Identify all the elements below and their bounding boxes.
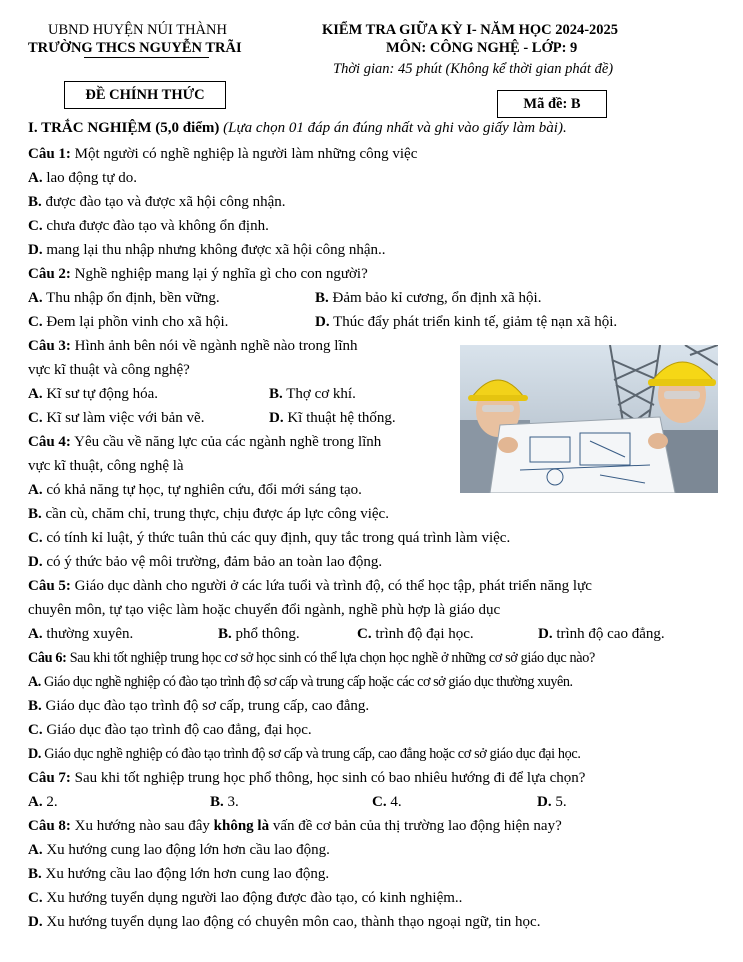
q3-b-label: B. xyxy=(269,386,283,402)
section-title: I. TRẮC NGHIỆM (5,0 điểm) xyxy=(28,120,220,136)
q8-a-text: Xu hướng cung lao động lớn hơn cầu lao động. xyxy=(42,842,330,858)
q5-text2: chuyên môn, tự tạo việc làm hoặc chuyển đổi ngành, nghề phù hợp là giáo dục xyxy=(28,602,501,618)
q6-c-label: C. xyxy=(28,722,43,738)
q2-b-label: B. xyxy=(315,290,329,306)
q8-text-post: vấn đề cơ bản của thị trường lao động hiện nay? xyxy=(269,818,562,834)
q1-num: Câu 1: xyxy=(28,146,71,162)
q8-option-c xyxy=(28,888,462,908)
q7-d-text: 5. xyxy=(551,794,567,810)
header-right-line1: KIỂM TRA GIỮA KỲ I- NĂM HỌC 2024-2025 xyxy=(322,22,619,38)
q3-option-a xyxy=(28,384,158,404)
q2-a-label: A. xyxy=(28,290,43,306)
q1-a-label: A. xyxy=(28,170,43,186)
q1-option-a xyxy=(28,168,137,188)
q7-b-label: B. xyxy=(210,794,224,810)
q6-d-text: Giáo dục nghề nghiệp có đào tạo trình độ sơ cấp và trung cấp, cao đẳng hoặc cơ sở giáo dục đại học. xyxy=(41,746,581,762)
q6-a-text: Giáo dục nghề nghiệp có đào tạo trình độ sơ cấp và trung cấp hoặc các cơ sở giáo dục thường xuyên. xyxy=(40,674,573,690)
q8-option-b xyxy=(28,864,329,884)
q3-c-label: C. xyxy=(28,410,43,426)
q7-c-text: 4. xyxy=(386,794,402,810)
q1-c-text: chưa được đào tạo và không ổn định. xyxy=(42,218,269,234)
q7-option-c xyxy=(372,792,402,812)
q5-b-label: B. xyxy=(218,626,232,642)
q8-option-a xyxy=(28,840,330,860)
q6-text: Sau khi tốt nghiệp trung học cơ sở học sinh có thể lựa chọn học nghề ở những cơ sở giáo dục nào? xyxy=(66,650,595,666)
q4-b-label: B. xyxy=(28,506,42,522)
q8-option-d xyxy=(28,912,540,932)
q5-option-c xyxy=(357,624,474,644)
q6-option-c xyxy=(28,720,312,740)
q6-stem xyxy=(28,648,595,668)
q8-text-bold: không là xyxy=(213,818,270,834)
q6-c-text: Giáo dục đào tạo trình độ cao đẳng, đại học. xyxy=(42,722,312,738)
engineers-illustration-svg xyxy=(460,345,718,493)
q1-option-c xyxy=(28,216,269,236)
q6-option-a xyxy=(28,672,573,692)
q4-text1: Yêu cầu về năng lực của các ngành nghề trong lĩnh xyxy=(70,434,382,450)
q3-option-d xyxy=(269,408,396,428)
q7-option-d xyxy=(537,792,567,812)
q4-d-text: có ý thức bảo vệ môi trường, đảm bảo an toàn lao động. xyxy=(42,554,383,570)
q5-d-label: D. xyxy=(538,626,553,642)
q2-c-label: C. xyxy=(28,314,43,330)
q2-option-a xyxy=(28,288,220,308)
q4-d-label: D. xyxy=(28,554,43,570)
q7-a-label: A. xyxy=(28,794,43,810)
engineers-illustration xyxy=(460,345,718,493)
section-instruction: (Lựa chọn 01 đáp án đúng nhất và ghi vào giấy làm bài). xyxy=(219,120,567,136)
q5-c-label: C. xyxy=(357,626,372,642)
q3-option-c xyxy=(28,408,204,428)
q2-option-c xyxy=(28,312,228,332)
q5-option-a xyxy=(28,624,133,644)
q5-a-text: thường xuyên. xyxy=(42,626,134,642)
q4-text2: vực kĩ thuật, công nghệ là xyxy=(28,458,184,474)
q4-b-text: cần cù, chăm chỉ, trung thực, chịu được áp lực công việc. xyxy=(41,506,389,522)
q5-option-d xyxy=(538,624,665,644)
q1-c-label: C. xyxy=(28,218,43,234)
q8-text-pre: Xu hướng nào sau đây xyxy=(70,818,214,834)
q1-option-d xyxy=(28,240,385,260)
q5-b-text: phổ thông. xyxy=(231,626,300,642)
q2-d-text: Thúc đẩy phát triển kinh tế, giảm tệ nạn xã hội. xyxy=(329,314,618,330)
q5-d-text: trình độ cao đẳng. xyxy=(552,626,665,642)
q5-num: Câu 5: xyxy=(28,578,71,594)
q1-stem xyxy=(28,144,417,164)
q8-num: Câu 8: xyxy=(28,818,71,834)
q7-a-text: 2. xyxy=(42,794,58,810)
q6-b-text: Giáo dục đào tạo trình độ sơ cấp, trung cấp, cao đẳng. xyxy=(41,698,370,714)
q3-num: Câu 3: xyxy=(28,338,71,354)
q1-option-b xyxy=(28,192,286,212)
q4-c-label: C. xyxy=(28,530,43,546)
q4-option-a xyxy=(28,480,362,500)
q3-text2: vực kĩ thuật và công nghệ? xyxy=(28,362,190,378)
q6-a-label: A. xyxy=(28,674,41,690)
q8-c-label: C. xyxy=(28,890,43,906)
q2-c-text: Đem lại phồn vinh cho xã hội. xyxy=(42,314,229,330)
q4-option-c xyxy=(28,528,510,548)
header-left-line2: TRƯỜNG THCS NGUYỄN TRÃI xyxy=(28,40,242,56)
q5-text1: Giáo dục dành cho người ở các lứa tuổi và trình độ, có thể học tập, phát triển năng lực xyxy=(70,578,592,594)
q3-a-label: A. xyxy=(28,386,43,402)
q4-option-b xyxy=(28,504,389,524)
q8-d-label: D. xyxy=(28,914,43,930)
q3-c-text: Kĩ sư làm việc với bản vẽ. xyxy=(42,410,205,426)
q2-stem xyxy=(28,264,368,284)
q6-num: Câu 6: xyxy=(28,650,67,666)
q8-c-text: Xu hướng tuyển dụng người lao động được đào tạo, có kinh nghiệm.. xyxy=(42,890,463,906)
q6-b-label: B. xyxy=(28,698,42,714)
q1-a-text: lao động tự do. xyxy=(42,170,137,186)
q4-a-label: A. xyxy=(28,482,43,498)
q1-d-label: D. xyxy=(28,242,43,258)
q3-b-text: Thợ cơ khí. xyxy=(282,386,356,402)
q4-a-text: có khả năng tự học, tự nghiên cứu, đổi mới sáng tạo. xyxy=(42,482,362,498)
q4-option-d xyxy=(28,552,382,572)
q6-option-b xyxy=(28,696,369,716)
q8-a-label: A. xyxy=(28,842,43,858)
q5-a-label: A. xyxy=(28,626,43,642)
q7-num: Câu 7: xyxy=(28,770,71,786)
header-right-line2: MÔN: CÔNG NGHỆ - LỚP: 9 xyxy=(386,40,578,56)
q2-b-text: Đảm bảo kỉ cương, ổn định xã hội. xyxy=(328,290,542,306)
q7-text: Sau khi tốt nghiệp trung học phổ thông, học sinh có bao nhiêu hướng đi để lựa chọn? xyxy=(70,770,586,786)
q5-stem-line1 xyxy=(28,576,592,596)
q3-a-text: Kĩ sư tự động hóa. xyxy=(42,386,159,402)
header-left-underline xyxy=(84,57,209,58)
q4-num: Câu 4: xyxy=(28,434,71,450)
q3-stem-line2 xyxy=(28,360,190,380)
q3-option-b xyxy=(269,384,356,404)
q7-c-label: C. xyxy=(372,794,387,810)
q6-option-d xyxy=(28,744,581,764)
q3-text1: Hình ảnh bên nói về ngành nghề nào trong lĩnh xyxy=(70,338,358,354)
q3-d-text: Kĩ thuật hệ thống. xyxy=(283,410,396,426)
section-title-line xyxy=(28,118,567,138)
q2-a-text: Thu nhập ổn định, bền vững. xyxy=(42,290,220,306)
q7-stem xyxy=(28,768,585,788)
q1-b-label: B. xyxy=(28,194,42,210)
q1-d-text: mang lại thu nhập nhưng không được xã hội công nhận.. xyxy=(42,242,386,258)
q7-d-label: D. xyxy=(537,794,552,810)
q2-option-d xyxy=(315,312,617,332)
q3-stem-line1 xyxy=(28,336,358,356)
q6-d-label: D. xyxy=(28,746,42,762)
q8-stem xyxy=(28,816,562,836)
q2-text: Nghề nghiệp mang lại ý nghĩa gì cho con người? xyxy=(70,266,368,282)
q1-text: Một người có nghề nghiệp là người làm những công việc xyxy=(70,146,418,162)
header-left-line1: UBND HUYỆN NÚI THÀNH xyxy=(48,22,227,38)
q4-c-text: có tính kỉ luật, ý thức tuân thủ các quy định, quy tắc trong quá trình làm việc. xyxy=(42,530,511,546)
q5-option-b xyxy=(218,624,300,644)
q2-option-b xyxy=(315,288,541,308)
q7-option-b xyxy=(210,792,239,812)
code-box: Mã đề: B xyxy=(497,90,607,118)
q5-c-text: trình độ đại học. xyxy=(371,626,474,642)
official-box: ĐỀ CHÍNH THỨC xyxy=(64,81,226,109)
time-note: Thời gian: 45 phút (Không kể thời gian phát đề) xyxy=(333,61,614,77)
q8-d-text: Xu hướng tuyển dụng lao động có chuyên môn cao, thành thạo ngoại ngữ, tin học. xyxy=(42,914,541,930)
q8-b-label: B. xyxy=(28,866,42,882)
q2-num: Câu 2: xyxy=(28,266,71,282)
q3-d-label: D. xyxy=(269,410,284,426)
q5-stem-line2 xyxy=(28,600,500,620)
q2-d-label: D. xyxy=(315,314,330,330)
q7-b-text: 3. xyxy=(223,794,239,810)
q7-option-a xyxy=(28,792,58,812)
q4-stem-line2 xyxy=(28,456,184,476)
q4-stem-line1 xyxy=(28,432,381,452)
q1-b-text: được đào tạo và được xã hội công nhận. xyxy=(41,194,286,210)
q8-b-text: Xu hướng cầu lao động lớn hơn cung lao động. xyxy=(41,866,330,882)
